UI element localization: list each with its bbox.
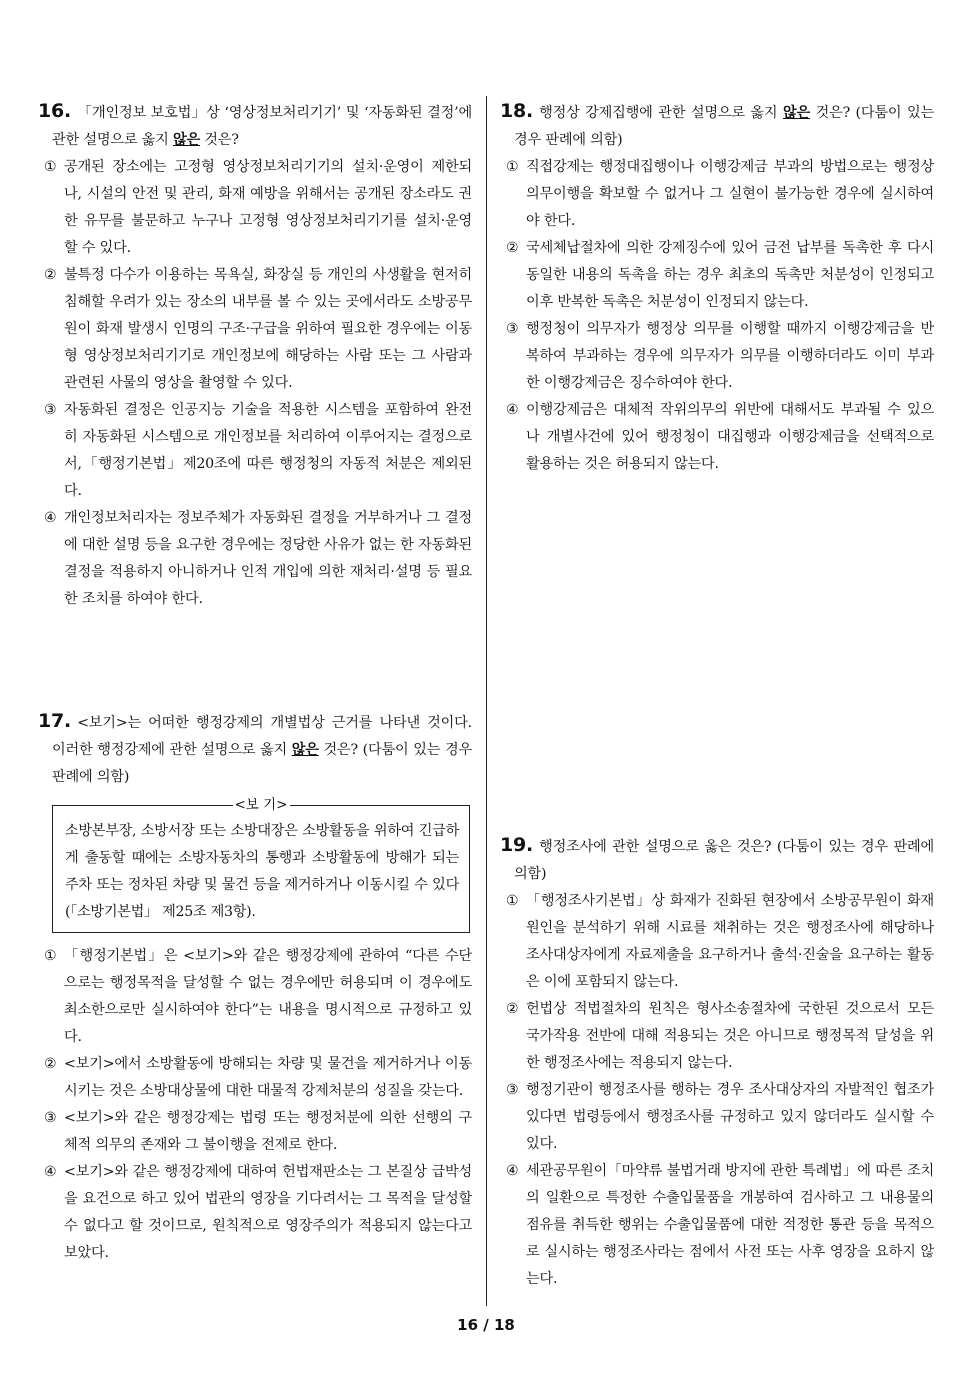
option-mark: ④: [44, 510, 57, 526]
option-text: 「행정기본법」은 <보기>와 같은 행정강제에 관하여 “다른 수단으로는 행정목적을 달성할 수 없는 경우에만 허용되며 이 경우에도 최소한으로만 실시하여야 한다”는 내용을 명시적으로 규정하고 있다.: [64, 948, 472, 1045]
question-16-text-b: 것은?: [200, 132, 239, 148]
question-18-option-2[interactable]: [500, 235, 934, 316]
question-19-option-1[interactable]: [500, 888, 934, 996]
option-mark: ③: [506, 321, 519, 337]
question-17-emphasis: 않은: [291, 742, 319, 758]
question-18-text-b: 것은? (다툼이 있는 경우 판례에 의함): [514, 105, 934, 148]
question-19-option-4[interactable]: [500, 1158, 934, 1293]
option-mark: ③: [44, 402, 57, 418]
bogi-box: [52, 797, 470, 933]
option-mark: ④: [506, 402, 519, 418]
option-mark: ③: [44, 1110, 57, 1126]
option-text: <보기>와 같은 행정강제에 대하여 헌법재판소는 그 본질상 급박성을 요건으로 하고 있어 법관의 영장을 기다려서는 그 목적을 달성할 수 없다고 할 것이므로, 원칙적으로 영장주의가 적용되지 않는다고 보았다.: [64, 1164, 472, 1261]
question-19-stem: [500, 832, 934, 888]
option-mark: ②: [44, 1056, 57, 1072]
question-17-stem: [38, 708, 472, 791]
option-mark: ①: [506, 893, 519, 909]
option-text: 직접강제는 행정대집행이나 이행강제금 부과의 방법으로는 행정상 의무이행을 확보할 수 없거나 그 실현이 불가능한 경우에 실시하여야 한다.: [526, 159, 934, 229]
question-17-number: 17.: [38, 710, 72, 732]
option-mark: ③: [506, 1082, 519, 1098]
bogi-title-text: <보 기>: [234, 797, 288, 813]
option-mark: ②: [506, 240, 519, 256]
question-17-text-b: 것은? (다툼이 있는 경우 판례에 의함): [52, 742, 473, 785]
option-text: 불특정 다수가 이용하는 목욕실, 화장실 등 개인의 사생활을 현저히 침해할 우려가 있는 장소의 내부를 볼 수 있는 곳에서라도 소방공무원이 화재 발생시 인명의 구조·구급을 위하여 필요한 경우에는 이동형 영상정보처리기기로 개인정보에 해당하는 사람 또는 그 사람과 관련된 사물의 영상을 촬영할 수 있다.: [64, 267, 472, 391]
option-text: 헌법상 적법절차의 원칙은 형사소송절차에 국한된 것으로서 모든 국가작용 전반에 대해 적용되는 것은 아니므로 행정목적 달성을 위한 행정조사에는 적용되지 않는다.: [526, 1001, 934, 1071]
question-18-text-a: 행정상 강제집행에 관한 설명으로 옳지: [539, 105, 783, 121]
question-18-option-1[interactable]: [500, 154, 934, 235]
option-mark: ①: [506, 159, 519, 175]
question-19-text: 행정조사에 관한 설명으로 옳은 것은? (다툼이 있는 경우 판례에 의함): [514, 839, 934, 882]
question-16: [38, 98, 472, 613]
option-text: 행정기관이 행정조사를 행하는 경우 조사대상자의 자발적인 협조가 있다면 법령등에서 행정조사를 규정하고 있지 않더라도 실시할 수 있다.: [526, 1082, 934, 1152]
question-17-options: [38, 943, 472, 1267]
option-text: <보기>에서 소방활동에 방해되는 차량 및 물건을 제거하거나 이동시키는 것은 소방대상물에 대한 대물적 강제처분의 성질을 갖는다.: [64, 1056, 472, 1099]
question-18-number: 18.: [500, 100, 534, 122]
question-18-option-4[interactable]: [500, 397, 934, 478]
question-16-option-1[interactable]: [38, 154, 472, 262]
question-19-option-2[interactable]: [500, 996, 934, 1077]
question-16-option-2[interactable]: [38, 262, 472, 397]
column-divider: [486, 96, 487, 1306]
question-17: [38, 708, 472, 1267]
question-18-emphasis: 않은: [782, 105, 810, 121]
question-16-text-a: 「개인정보 보호법」상 ‘영상정보처리기기’ 및 ‘자동화된 결정’에 관한 설명으로 옳지: [52, 105, 472, 148]
page-number: 16 / 18: [457, 1316, 515, 1334]
option-text: 행정청이 의무자가 행정상 의무를 이행할 때까지 이행강제금을 반복하여 부과하는 경우에 의무자가 의무를 이행하더라도 이미 부과한 이행강제금은 징수하여야 한다.: [526, 321, 934, 391]
question-16-stem: [38, 98, 472, 154]
option-text: 공개된 장소에는 고정형 영상정보처리기기의 설치·운영이 제한되나, 시설의 안전 및 관리, 화재 예방을 위해서는 공개된 장소라도 권한 유무를 불문하고 누구나 고정형 영상정보처리기기를 설치·운영할 수 있다.: [64, 159, 472, 256]
option-text: 세관공무원이「마약류 불법거래 방지에 관한 특례법」에 따른 조치의 일환으로 특정한 수출입물품을 개봉하여 검사하고 그 내용물의 점유를 취득한 행위는 수출입물품에 대한 적정한 통관 등을 목적으로 실시하는 행정조사라는 점에서 사전 또는 사후 영장을 요하지 않는다.: [526, 1163, 934, 1287]
question-18-stem: [500, 98, 934, 154]
bogi-title: [53, 796, 469, 814]
question-17-option-4[interactable]: [38, 1159, 472, 1267]
option-text: 개인정보처리자는 정보주체가 자동화된 결정을 거부하거나 그 결정에 대한 설명 등을 요구한 경우에는 정당한 사유가 없는 한 자동화된 결정을 적용하지 아니하거나 인적 개입에 의한 재처리·설명 등 필요한 조치를 하여야 한다.: [64, 510, 472, 607]
question-19-option-3[interactable]: [500, 1077, 934, 1158]
question-17-option-1[interactable]: [38, 943, 472, 1051]
question-16-option-4[interactable]: [38, 505, 472, 613]
question-19-options: [500, 888, 934, 1293]
option-text: 「행정조사기본법」상 화재가 진화된 현장에서 소방공무원이 화재 원인을 분석하기 위해 시료를 채취하는 것은 행정조사에 해당하나 조사대상자에게 자료제출을 요구하거나 출석·진술을 요구하는 활동은 이에 포함되지 않는다.: [526, 893, 934, 990]
question-19: [500, 832, 934, 1293]
option-text: 국세체납절차에 의한 강제징수에 있어 금전 납부를 독촉한 후 다시 동일한 내용의 독촉을 하는 경우 최초의 독촉만 처분성이 인정되고 이후 반복한 독촉은 처분성이 인정되지 않는다.: [526, 240, 934, 310]
option-text: <보기>와 같은 행정강제는 법령 또는 행정처분에 의한 선행의 구체적 의무의 존재와 그 불이행을 전제로 한다.: [64, 1110, 472, 1153]
question-16-option-3[interactable]: [38, 397, 472, 505]
question-18-option-3[interactable]: [500, 316, 934, 397]
question-16-options: [38, 154, 472, 613]
question-16-emphasis: 않은: [172, 132, 200, 148]
option-mark: ①: [44, 159, 57, 175]
option-text: 이행강제금은 대체적 작위의무의 위반에 대해서도 부과될 수 있으나 개별사건에 있어 행정청이 대집행과 이행강제금을 선택적으로 활용하는 것은 허용되지 않는다.: [526, 402, 934, 472]
question-17-option-3[interactable]: [38, 1105, 472, 1159]
question-17-text-a: <보기>는 어떠한 행정강제의 개별법상 근거를 나타낸 것이다. 이러한 행정강제에 관한 설명으로 옳지: [52, 715, 472, 758]
question-18-options: [500, 154, 934, 478]
bogi-text: 소방본부장, 소방서장 또는 소방대장은 소방활동을 위하여 긴급하게 출동할 때에는 소방자동차의 통행과 소방활동에 방해가 되는 주차 또는 정차된 차량 및 물건 등을 제거하거나 이동시킬 수 있다(「소방기본법」 제25조 제3항).: [65, 823, 459, 920]
option-mark: ②: [506, 1001, 519, 1017]
option-mark: ②: [44, 267, 57, 283]
option-mark: ④: [506, 1163, 519, 1179]
option-mark: ①: [44, 948, 57, 964]
question-19-number: 19.: [500, 834, 534, 856]
question-18: [500, 98, 934, 478]
question-16-number: 16.: [38, 100, 72, 122]
question-17-option-2[interactable]: [38, 1051, 472, 1105]
option-text: 자동화된 결정은 인공지능 기술을 적용한 시스템을 포함하여 완전히 자동화된 시스템으로 개인정보를 처리하여 이루어지는 결정으로서,「행정기본법」제20조에 따른 행정청의 자동적 처분은 제외된다.: [64, 402, 472, 499]
option-mark: ④: [44, 1164, 57, 1180]
